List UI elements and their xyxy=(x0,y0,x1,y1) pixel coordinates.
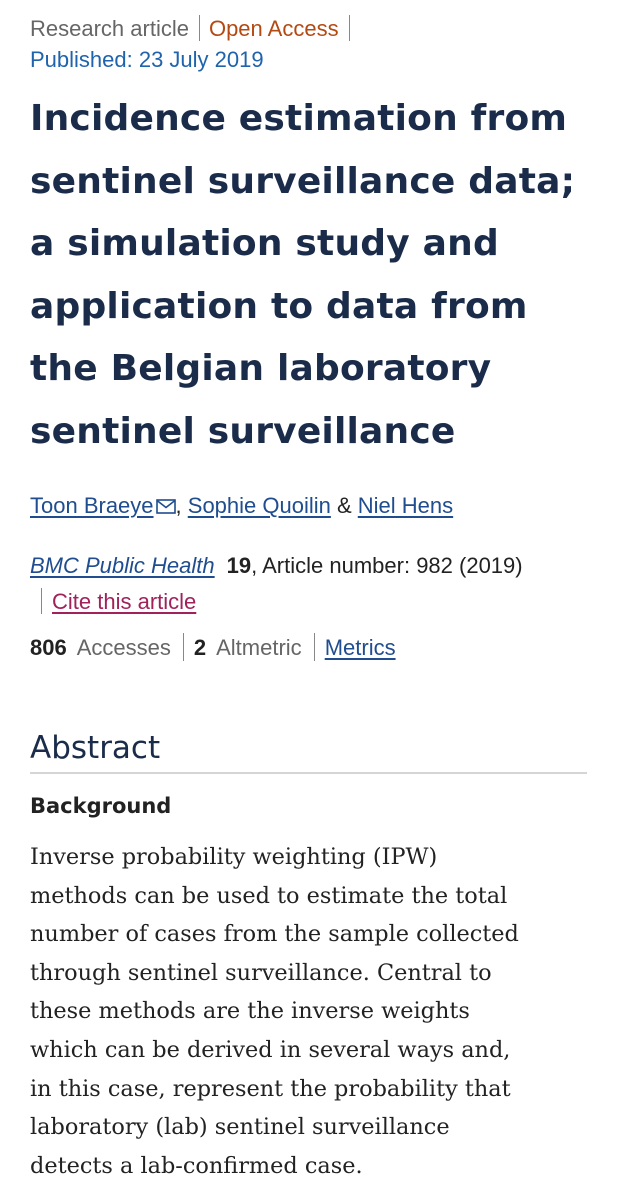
paragraph-line: number of cases from the sample collected xyxy=(30,921,519,948)
separator xyxy=(314,633,315,661)
paragraph-line: through sentinel surveillance. Central to xyxy=(30,959,492,986)
author-link-toon-braeye[interactable]: Toon Braeye xyxy=(30,493,154,518)
title-line: application to data from xyxy=(30,285,528,327)
author-separator: , xyxy=(175,493,188,518)
separator xyxy=(183,633,184,661)
journal-volume: 19 xyxy=(226,553,252,578)
title-line: the Belgian laboratory xyxy=(30,348,492,390)
article-number: , Article number: 982 (2019) xyxy=(251,553,523,578)
paragraph-line: detects a lab-confirmed case. xyxy=(30,1152,363,1179)
altmetric-label: Altmetric xyxy=(216,635,302,660)
mail-icon[interactable] xyxy=(156,493,176,508)
journal-link[interactable]: BMC Public Health xyxy=(30,553,215,578)
article-title xyxy=(30,88,600,464)
separator xyxy=(41,588,42,614)
title-line: sentinel surveillance data; xyxy=(30,160,576,202)
journal-citation xyxy=(30,552,523,580)
separator xyxy=(199,15,200,41)
accesses-label: Accesses xyxy=(76,635,171,660)
abstract-heading: Abstract xyxy=(30,730,161,766)
author-conjunction: & xyxy=(330,493,358,518)
title-line: sentinel surveillance xyxy=(30,410,456,452)
published-date: Published: 23 July 2019 xyxy=(30,47,264,72)
author-list xyxy=(30,492,453,520)
article-type: Research article xyxy=(30,16,189,41)
paragraph-line: Inverse probability weighting (IPW) xyxy=(30,844,438,870)
open-access-badge: Open Access xyxy=(208,16,339,41)
separator xyxy=(349,15,350,41)
metrics-row xyxy=(30,633,396,662)
paragraph-line: laboratory (lab) sentinel surveillance xyxy=(30,1114,450,1141)
cite-this-article-link[interactable]: Cite this article xyxy=(52,589,197,614)
cite-row xyxy=(30,588,196,616)
author-link-niel-hens[interactable]: Niel Hens xyxy=(357,493,454,518)
accesses-count: 806 xyxy=(30,635,67,660)
background-paragraph xyxy=(30,838,600,1185)
paragraph-line: in this case, represent the probability that xyxy=(30,1075,511,1102)
altmetric-count: 2 xyxy=(193,635,207,660)
metrics-link[interactable]: Metrics xyxy=(324,635,396,660)
section-divider xyxy=(30,772,587,774)
paragraph-line: these methods are the inverse weights xyxy=(30,998,470,1025)
paragraph-line: which can be derived in several ways and, xyxy=(30,1036,511,1063)
background-heading: Background xyxy=(30,794,172,818)
title-line: Incidence estimation from xyxy=(30,98,568,139)
article-type-row xyxy=(30,15,359,43)
title-line: a simulation study and xyxy=(30,223,499,265)
paragraph-line: methods can be used to estimate the total xyxy=(30,882,508,909)
author-link-sophie-quoilin[interactable]: Sophie Quoilin xyxy=(187,493,331,518)
